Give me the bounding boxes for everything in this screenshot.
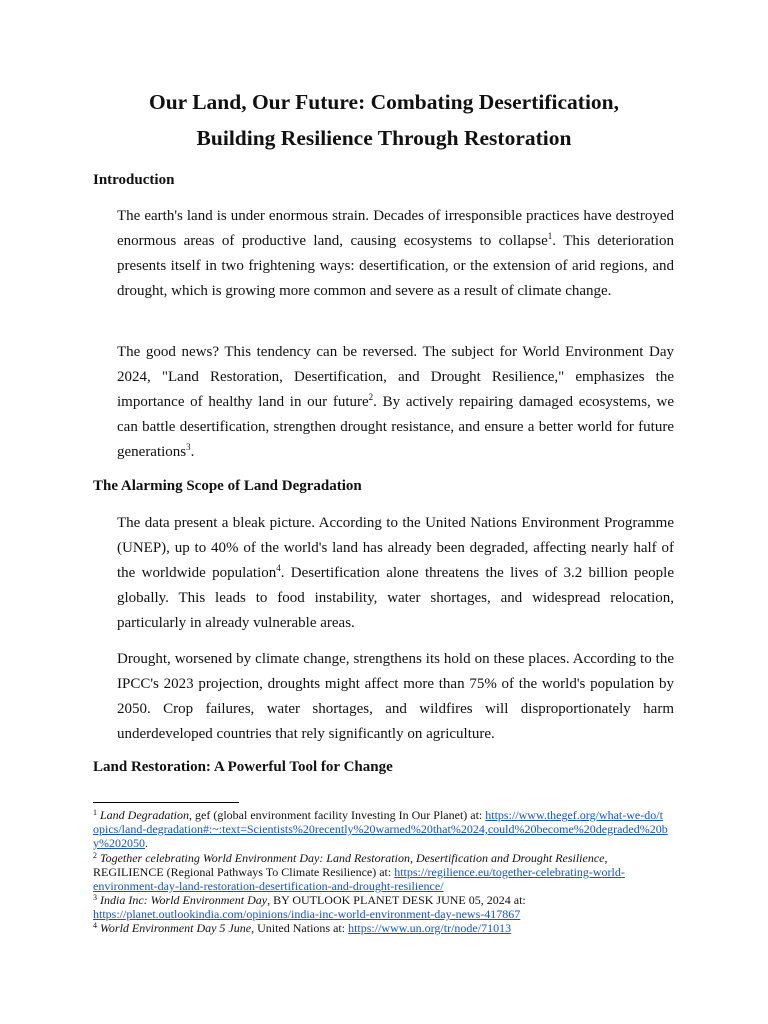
footnote-2: $^2$ Together celebrating World Environment Day: Land Restoration, Desertification and Drought Resilience, REGILIENCE (Regional Pathways To Climate Resilience) at: https://regilience.eu/together-celebrating-world-environment-day-land-restoration-desertification-and-drought-resilience/	[93, 851, 625, 893]
section-heading-alarming-scope: The Alarming Scope of Land Degradation	[93, 478, 362, 494]
footnote-1: $^1$ Land Degradation, gef (global environment facility Investing In Our Planet) at: https://www.thegef.org/what-we-do/topics/land-degradation#:~:text=Scientists%20recently%20warned%20that%2024,could%20become%20degraded%20by%202050.	[93, 808, 668, 850]
footnote-3-link[interactable]: https://planet.outlookindia.com/opinions/india-inc-world-environment-day-news-417867	[93, 907, 521, 921]
paragraph-scope-1: The data present a bleak picture. According to the United Nations Environment Programme (UNEP), up to 40% of the world's land has already been degraded, affecting nearly half of the worldwide population$^4$. Desertification alone threatens the lives of 3.2 billion people globally. This leads to food instability, water shortages, and widespread relocation, particularly in already vulnerable areas.	[117, 515, 675, 631]
section-heading-land-restoration: Land Restoration: A Powerful Tool for Change	[93, 759, 393, 775]
paragraph-intro-1: The earth's land is under enormous strain. Decades of irresponsible practices have destroyed enormous areas of productive land, causing ecosystems to collapse$^1$. This deterioration presents itself in two frightening ways: desertification, or the extension of arid regions, and drought, which is growing more common and severe as a result of climate change.	[117, 208, 674, 299]
footnote-1-link[interactable]: https://www.thegef.org/what-we-do/topics/land-degradation#:~:text=Scientists%20recently%20warned%20that%2024,could%20become%20degraded%20by%202050	[93, 808, 668, 850]
footnote-ref-1[interactable]: 1	[547, 231, 553, 241]
section-heading-introduction: Introduction	[93, 172, 175, 188]
footnote-separator	[93, 802, 239, 803]
document-title-line-1: Our Land, Our Future: Combating Desertification,	[148, 90, 620, 114]
paragraph-intro-2: The good news? This tendency can be reversed. The subject for World Environment Day 2024, "Land Restoration, Desertification, and Drought Resilience," emphasizes the importance of healthy land in our future$^2$. By actively repairing damaged ecosystems, we can battle desertification, strengthen drought resistance, and ensure a better world for future generations$^3$.	[117, 344, 674, 460]
footnote-4: $^4$ World Environment Day 5 June, United Nations at: https://www.un.org/tr/node/71013	[93, 921, 512, 935]
footnote-2-link[interactable]: https://regilience.eu/together-celebrating-world-environment-day-land-restoration-desertification-and-drought-resilience/	[93, 865, 625, 893]
footnote-3: $^3$ India Inc: World Environment Day, BY OUTLOOK PLANET DESK JUNE 05, 2024 at: https://planet.outlookindia.com/opinions/india-inc-world-environment-day-news-417867	[93, 893, 526, 921]
paragraph-scope-2: Drought, worsened by climate change, strengthens its hold on these places. According to the IPCC's 2023 projection, droughts might affect more than 75% of the world's population by 2050. Crop failures, water shortages, and wildfires will disproportionately harm underdeveloped countries that rely significantly on agriculture.	[117, 651, 674, 742]
footnote-ref-3[interactable]: 3	[186, 442, 191, 452]
document-title-line-2: Building Resilience Through Restoration	[196, 126, 572, 150]
footnote-ref-2[interactable]: 2	[368, 392, 374, 402]
footnote-ref-4[interactable]: 4	[276, 563, 281, 573]
footnote-4-link[interactable]: https://www.un.org/tr/node/71013	[348, 921, 512, 935]
